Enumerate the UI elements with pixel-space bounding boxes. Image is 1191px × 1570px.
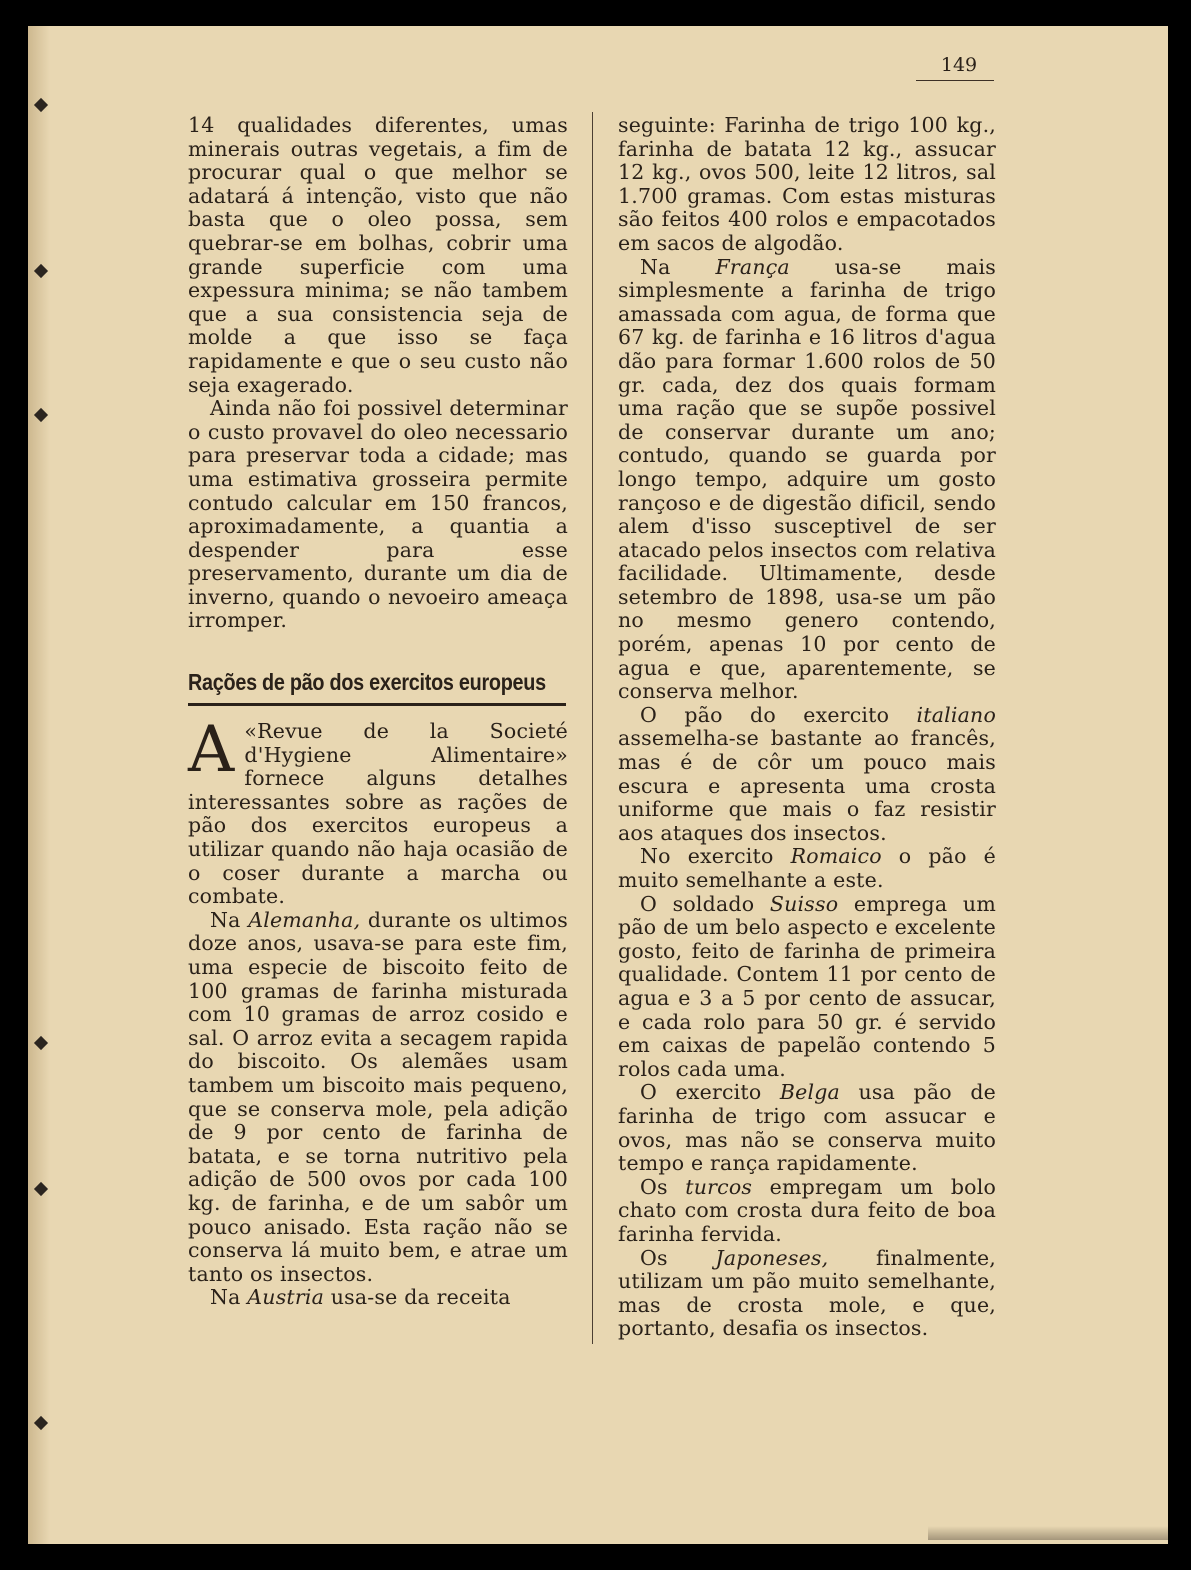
heading-rule <box>188 703 566 706</box>
paragraph: Os turcos empregam um bolo chato com crosta dura feito de boa farinha fervida. <box>618 1174 996 1246</box>
country-name: Suisso <box>769 891 839 916</box>
country-name: França <box>715 254 790 279</box>
paragraph: O soldado Suisso emprega um pão de um belo aspecto e excelente gosto, feito de farinha de primeira qualidade. Contem 11 por cento de agua e 3 a 5 por cento de assucar, e cada rolo para 50 gr. é servido em caixas de papelão contendo 5 rolos cada uma. <box>618 891 996 1081</box>
country-name: Alemanha, <box>248 907 361 932</box>
country-name: turcos <box>685 1174 753 1199</box>
page-binding-edge <box>28 26 50 1544</box>
paragraph: Ainda não foi possivel determinar o custo provavel do oleo necessario para preservar toda a cidade; mas uma estimativa grosseira permite contudo calcular em 150 francos, aproximadamente, a quantia a despender para esse preservamento, durante um dia de inverno, quando o nevoeiro ameaça irromper. <box>188 396 568 633</box>
country-name: Belga <box>779 1080 840 1105</box>
section-heading: Rações de pão dos exercitos europeus <box>188 669 546 696</box>
country-name: Japoneses, <box>715 1245 829 1270</box>
paragraph: Na Alemanha, durante os ultimos doze anos, usava-se para este fim, uma especie de biscoito feito de 100 gramas de farinha misturada com 10 gramas de arroz cosido e sal. O arroz evita a secagem rapida do biscoito. Os alemães usam tambem um biscoito mais pequeno, que se conserva mole, pela adição de 9 por cento de farinha de batata, e se torna nutritivo pela adição de 500 ovos por cada 100 kg. de farinha, e de um sabôr um pouco anisado. Esta ração não se conserva lá muito bem, e atrae um tanto os insectos. <box>188 907 568 1286</box>
country-name: Romaico <box>790 844 882 869</box>
paragraph: A «Revue de la Societé d'Hygiene Alimentaire» fornece alguns detalhes interessantes sobre as rações de pão dos exercitos europeus a utilizar quando não haja ocasião de o coser durante a marcha ou combate. <box>188 713 568 909</box>
paragraph: Na França usa-se mais simplesmente a farinha de trigo amassada com agua, de forma que 67 kg. de farinha e 16 litros d'agua dão para formar 1.600 rolos de 50 gr. cada, dez dos quais formam uma ração que se supõe possivel de conservar durante um ano; contudo, quando se guarda por longo tempo, adquire um gosto rançoso e de digestão dificil, sendo alem d'isso susceptivel de ser atacado pelos insectos com relativa facilidade. Ultimamente, desde setembro de 1898, usa-se um pão no mesmo genero contendo, porém, apenas 10 por cento de agua e que, aparentemente, se conserva melhor. <box>618 254 996 704</box>
paragraph: seguinte: Farinha de trigo 100 kg., farinha de batata 12 kg., assucar 12 kg., ovos 500, leite 12 litros, sal 1.700 gramas. Com estas misturas são feitos 400 rolos e empacotados em sacos de algodão. <box>618 113 996 255</box>
country-name: italiano <box>916 702 996 727</box>
paragraph: 14 qualidades diferentes, umas minerais outras vegetais, a fim de procurar qual o que melhor se adatará á intenção, visto que não basta que o oleo possa, sem quebrar-se em bolhas, cobrir uma grande superficie com uma expessura minima; se não tambem que a sua consistencia seja de molde a que isso se faça rapidamente e que o seu custo não seja exagerado. <box>188 113 568 397</box>
paragraph: No exercito Romaico o pão é muito semelhante a este. <box>618 844 996 892</box>
drop-cap: A <box>188 713 235 788</box>
paragraph: O pão do exercito italiano assemelha-se bastante ao francês, mas é de côr um pouco mais escura e apresenta uma crosta uniforme que mais o faz resistir aos ataques dos insectos. <box>618 702 996 845</box>
left-column <box>188 114 568 1310</box>
page-shadow <box>928 1526 1168 1540</box>
column-divider <box>592 112 593 1344</box>
header-rule <box>916 80 994 81</box>
country-name: Austria <box>247 1285 325 1310</box>
paragraph: O exercito Belga usa pão de farinha de trigo com assucar e ovos, mas não se conserva muito tempo e rança rapidamente. <box>618 1080 996 1176</box>
paragraph: Na Austria usa-se da receita <box>210 1285 511 1310</box>
page-number: 149 <box>940 54 978 76</box>
paragraph: Os Japoneses, finalmente, utilizam um pão muito semelhante, mas de crosta mole, e que, portanto, desafia os insectos. <box>618 1245 996 1341</box>
right-column <box>618 114 996 1341</box>
book-page <box>28 26 1168 1544</box>
